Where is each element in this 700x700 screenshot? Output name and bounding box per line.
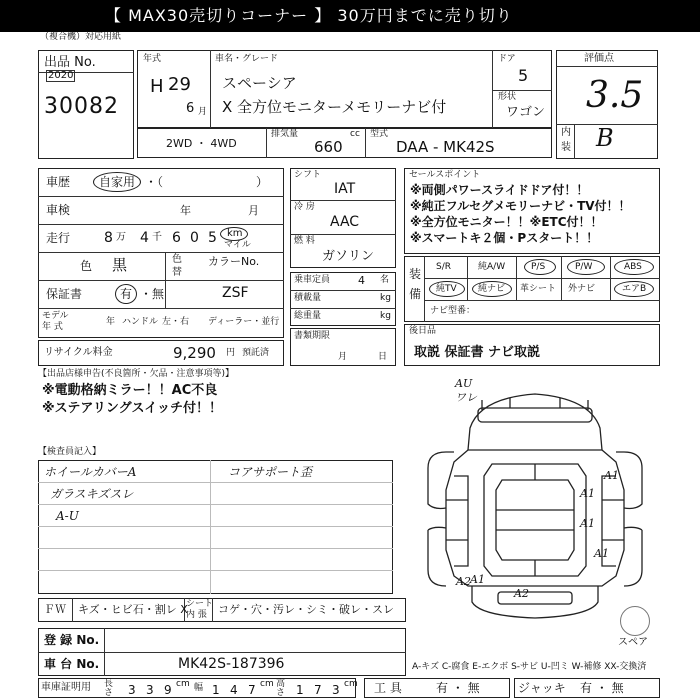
seller-note-line: ※ステアリングスイッチ付！！ [42, 401, 222, 416]
tools-value: 有 ・ 無 [436, 681, 480, 695]
model-label: 型式 [370, 129, 389, 139]
doc-day: 日 [378, 352, 388, 362]
displacement-unit: cc [350, 129, 360, 139]
banner-text: 【 MAX30売切りコーナー 】 30万円までに売り切り [105, 6, 513, 25]
color-value: 黒 [112, 256, 128, 274]
height-unit: さ [276, 688, 286, 698]
damage-mark: A2 [456, 575, 471, 588]
mileage-label: 走行 [46, 231, 71, 245]
capacity-label: 乗車定員 [294, 275, 331, 285]
mileage-digit: 6 [172, 230, 181, 246]
sales-point-item: ※両側パワースライドドア付！！ [410, 183, 589, 197]
spare-wheel [620, 606, 650, 636]
garage-cert-label: 車庫証明用 [41, 682, 91, 693]
height-label: 高 [276, 679, 286, 689]
year-tag: 2020 [48, 70, 74, 81]
height-cm: cm [344, 679, 358, 689]
displacement-label: 排気量 [271, 129, 299, 139]
load-label: 積載量 [294, 293, 322, 303]
recycle-unit: 円 [226, 348, 236, 358]
width-label: 幅 [194, 683, 204, 693]
car-name: スペーシア [222, 74, 297, 92]
aftermarket-label: 後日品 [409, 326, 437, 336]
damage-mark: A1 [604, 469, 619, 482]
color-no-label: カラーNo. [208, 255, 260, 268]
shift-label: シフト [294, 170, 322, 180]
mileage-unit-km: km [227, 228, 243, 239]
interior-grade: B [596, 124, 614, 152]
aftermarket-text: 取説 保証書 ナビ取説 [414, 345, 541, 360]
year-label: 年式 [143, 54, 162, 64]
recycle-note: 預託済 [242, 348, 270, 358]
inspector-box [38, 460, 393, 594]
shape: ワゴン [506, 105, 546, 120]
history-label: 車歴 [46, 175, 71, 189]
mileage-1k-unit: 千 [152, 232, 162, 243]
damage-mark: AU [455, 377, 473, 390]
seat-label-1: シート [186, 599, 214, 609]
equip-power-steering: P/S [531, 262, 546, 272]
capacity-unit: 名 [380, 275, 390, 285]
year-value: 29 [168, 74, 191, 95]
damage-mark: A1 [470, 573, 485, 586]
ac-label: 冷 房 [294, 202, 315, 212]
equip-leather: 革シート [520, 284, 557, 294]
dealer-label: ディーラー・並行 [208, 317, 280, 327]
grade: X 全方位モニターメモリーナビ付 [222, 98, 447, 116]
length-cm: cm [176, 679, 190, 689]
length-digit: 3 [128, 683, 136, 697]
drive-type: 2WD ・ 4WD [166, 137, 237, 150]
height-digit: 3 [332, 683, 340, 697]
handle-label: ハンドル [122, 317, 159, 327]
equip-abs: ABS [624, 262, 642, 272]
width-digit: 4 [230, 683, 238, 697]
spare-label: スペア [618, 637, 648, 648]
displacement: 660 [314, 138, 343, 156]
inspection-year: 年 [180, 204, 191, 217]
model: DAA - MK42S [396, 138, 495, 156]
inspector-label: 【検査員記入】 [38, 447, 102, 457]
damage-mark: A1 [580, 517, 595, 530]
mileage-10k: 8 [104, 230, 113, 246]
doc-label: 書類期限 [294, 331, 331, 341]
chassis-number: MK42S-187396 [178, 656, 285, 672]
mileage-digit: 5 [208, 230, 217, 246]
mileage-unit-mile: マイル [224, 240, 251, 250]
details-box [38, 168, 284, 338]
navi-model-label: ナビ型番： [430, 306, 476, 316]
color-change-2: 替 [172, 267, 182, 278]
height-digit: 7 [314, 683, 322, 697]
seat-items: コゲ・穴・汚レ・シミ・破レ・スレ [218, 603, 394, 616]
shape-label: 形状 [498, 92, 517, 102]
length-digit: 3 [146, 683, 154, 697]
history-paren-close: ） [256, 175, 269, 189]
damage-mark: A1 [580, 487, 595, 500]
damage-mark: A1 [594, 547, 609, 560]
chassis-label: 車 台 No. [44, 657, 100, 671]
equip-airbag: エアB [622, 284, 647, 294]
damage-mark: ワレ [455, 391, 477, 404]
combo-note: （複合機）対応用紙 [40, 32, 122, 42]
sales-points-label: セールスポイント [409, 170, 481, 180]
color-label: 色 [80, 259, 93, 273]
equip-power-window: P/W [575, 262, 593, 272]
inspector-note: コアサポート歪 [228, 465, 313, 479]
width-digit: 7 [248, 683, 256, 697]
score-value: 3.5 [586, 75, 644, 116]
sales-point-item: ※スマートキ２個・Pスタート！！ [410, 231, 599, 245]
reg-label: 登 録 No. [44, 633, 100, 647]
equip-alloy-wheel: 純A/W [478, 262, 506, 272]
length-label: 長 [104, 679, 114, 689]
handle-value: 左・右 [162, 317, 190, 327]
equip-tv: 純TV [436, 284, 457, 294]
tools-label: 工 具 [374, 681, 402, 695]
color-change-1: 色 [172, 254, 182, 265]
inspection-label: 車検 [46, 203, 71, 217]
damage-mark: A2 [514, 587, 529, 600]
inspector-note: ガラスキズスレ [50, 487, 134, 501]
name-label: 車名・グレード [215, 54, 279, 64]
legend: A-キズ C-腐食 E-エクボ S-サビ U-凹ミ W-補修 XX-交換済 [412, 662, 647, 672]
seat-label-2: 内 張 [186, 610, 207, 620]
jack-label: ジャッキ [518, 681, 566, 695]
jack-value: 有 ・ 無 [580, 681, 624, 695]
fuel: ガソリン [322, 249, 375, 264]
model-year-label-2: 年 式 [42, 322, 63, 332]
fuel-label: 燃 料 [294, 236, 315, 246]
load-unit: kg [380, 293, 391, 303]
ac: AAC [330, 214, 360, 230]
history-value: 自家用 [99, 175, 136, 189]
score-label: 評価点 [584, 53, 614, 64]
mileage-1k: 4 [140, 230, 149, 246]
month-value: 6 [186, 101, 195, 116]
inspection-month: 月 [248, 204, 259, 217]
year-era: H [150, 76, 164, 97]
equip-ext-navi: 外ナビ [568, 284, 596, 294]
interior-label-1: 内 [561, 127, 571, 138]
weight-label: 総重量 [294, 311, 322, 321]
height-digit: 1 [296, 683, 304, 697]
shift: IAT [334, 181, 356, 197]
history-paren: ・（ [145, 175, 164, 189]
inspector-note: A-U [56, 509, 79, 523]
interior-label-2: 装 [561, 142, 571, 153]
equipment-label: 装 [409, 267, 422, 281]
doc-unit: 月 [338, 352, 348, 362]
width-digit: 1 [212, 683, 220, 697]
recycle-label: リサイクル料金 [44, 347, 113, 358]
length-unit: さ [104, 688, 114, 698]
fw-label: ＦＷ [44, 603, 66, 616]
lot-label: 出品 No. [44, 55, 96, 70]
mileage-10k-unit: 万 [116, 232, 126, 243]
seller-notes-label: 【出品店様申告(不良箇所・欠品・注意事項等)】 [38, 369, 235, 379]
car-damage-diagram [410, 377, 660, 620]
sales-point-item: ※全方位モニター！！※ETC付！！ [410, 215, 603, 229]
color-no: ZSF [222, 285, 249, 301]
warranty-yes: 有 [120, 287, 133, 301]
warranty-no: ・無 [140, 287, 165, 301]
length-digit: 9 [164, 683, 172, 697]
fw-items: キズ・ヒビ石・割レ X [78, 603, 188, 616]
door-label: ドア [498, 54, 516, 64]
weight-unit: kg [380, 311, 391, 321]
sales-point-item: ※純正フルセグメモリーナビ・TV付！！ [410, 199, 631, 213]
month-unit: 月 [198, 107, 208, 117]
lot-number: 30082 [44, 94, 119, 119]
equip-navi: 純ナビ [478, 284, 506, 294]
model-year-label-1: モデル [42, 311, 69, 321]
warranty-label: 保証書 [46, 287, 83, 301]
mileage-digit: 0 [190, 230, 199, 246]
model-year-unit: 年 [106, 317, 116, 327]
seller-note-line: ※電動格納ミラー！！AC不良 [42, 383, 218, 398]
capacity: 4 [358, 274, 365, 287]
inspector-note: ホイールカバーA [44, 465, 137, 479]
equip-sr: S/R [436, 262, 451, 272]
equipment-label: 備 [409, 287, 422, 301]
width-cm: cm [260, 679, 274, 689]
doors: 5 [518, 66, 529, 85]
recycle-value: 9,290 [173, 344, 216, 362]
